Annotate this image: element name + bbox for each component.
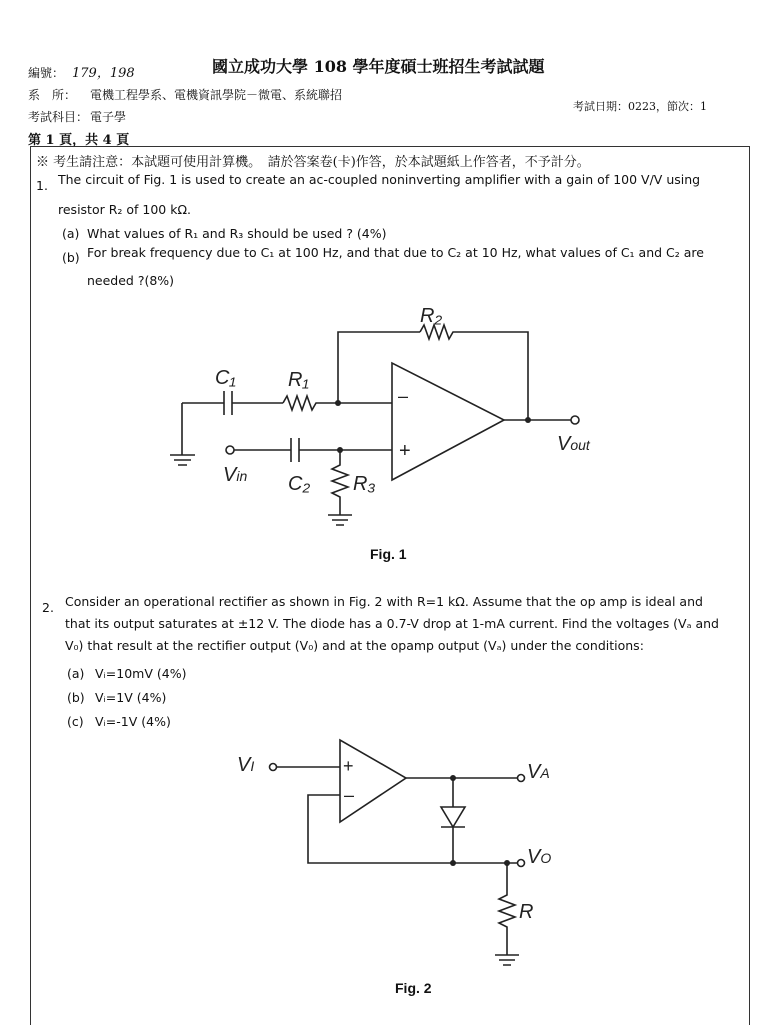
fig2-vo-sub: O — [540, 850, 552, 866]
q1a-label: (a) — [62, 226, 80, 241]
fig1-vin-label: V — [223, 464, 237, 486]
fig2-plus-sign: + — [343, 756, 354, 776]
subject-value: 電子學 — [90, 110, 127, 124]
q1b-text2: needed ?(8%) — [87, 273, 175, 288]
fig1-plus-sign: + — [399, 440, 411, 462]
q2c-text: Vᵢ=-1V (4%) — [95, 714, 171, 729]
q2b-text: Vᵢ=1V (4%) — [95, 690, 167, 705]
code-value: 179，198 — [72, 66, 135, 81]
q2-line2: that its output saturates at ±12 V. The diode has a 0.7-V drop at 1-mA current. Find the voltages (Vₐ and — [65, 616, 719, 631]
q1-number: 1. — [36, 178, 48, 193]
fig1-vout-sub: out — [570, 437, 590, 453]
notice: ※ 考生請注意：本試題可使用計算機。 請於答案卷(卡)作答，於本試題紙上作答者，不予計分。 — [36, 155, 590, 170]
fig1-c2-label: C₂ — [288, 473, 311, 495]
q1b-text1: For break frequency due to C₁ at 100 Hz, and that due to C₂ at 10 Hz, what values of C₁ and C₂ are — [87, 245, 704, 260]
dept-value: 電機工程學系、電機資訊學院－微電、系統聯招 — [90, 88, 343, 102]
fig2-node — [504, 860, 510, 866]
q2a-label: (a) — [67, 666, 85, 681]
fig1-caption: Fig. 1 — [370, 546, 407, 562]
exam-title: 國立成功大學 108 學年度碩士班招生考試試題 — [212, 57, 545, 76]
exam-info: 考試日期：0223，節次：1 — [573, 100, 707, 113]
fig2-minus-sign: – — [344, 785, 355, 805]
fig1-r1-label: R₁ — [288, 369, 309, 391]
fig2-vi-label: V — [237, 754, 251, 776]
q2c-label: (c) — [67, 714, 84, 729]
svg-text:VI — [237, 754, 254, 776]
q2a-text: Vᵢ=10mV (4%) — [95, 666, 187, 681]
fig2-vo-label: V — [527, 846, 541, 868]
fig2-vo-terminal — [518, 860, 525, 867]
q1-line1: The circuit of Fig. 1 is used to create an ac-coupled noninverting amplifier with a gain of 100 V/V using — [58, 172, 701, 187]
fig1-r2-label: R₂ — [420, 305, 443, 327]
q1a-text: What values of R₁ and R₃ should be used ? (4%) — [87, 226, 387, 241]
fig2-node — [450, 860, 456, 866]
fig2-caption: Fig. 2 — [395, 980, 432, 996]
svg-text:VO — [527, 846, 551, 868]
fig2-vi-terminal — [270, 764, 277, 771]
svg-text:VA — [527, 761, 550, 783]
fig1-minus-sign: – — [398, 386, 409, 406]
subject-label: 考試科目： — [28, 110, 89, 124]
q1b-label: (b) — [62, 250, 80, 265]
fig1-vout-label: V — [557, 433, 571, 455]
fig2-va-label: V — [527, 761, 541, 783]
dept-label: 系 所： — [28, 88, 77, 102]
fig1-c1-label: C₁ — [215, 367, 236, 389]
fig2-va-terminal — [518, 775, 525, 782]
fig1-r3-label: R₃ — [353, 473, 376, 495]
fig2-vi-sub: I — [250, 758, 255, 774]
code-label: 編號： — [28, 66, 65, 80]
fig2-node — [450, 775, 456, 781]
q2b-label: (b) — [67, 690, 85, 705]
q1-line2: resistor R₂ of 100 kΩ. — [58, 202, 192, 217]
q2-number: 2. — [42, 600, 54, 615]
fig2-va-sub: A — [540, 765, 550, 781]
page-info: 第 1 頁，共 4 頁 — [28, 133, 130, 148]
q2-line1: Consider an operational rectifier as shown in Fig. 2 with R=1 kΩ. Assume that the op amp is ideal and — [65, 594, 703, 609]
q2-line3: V₀) that result at the rectifier output (V₀) and at the opamp output (Vₐ) under the conditions: — [65, 638, 644, 653]
fig1-vin-sub: in — [236, 468, 248, 484]
fig2-r-label: R — [519, 901, 534, 923]
